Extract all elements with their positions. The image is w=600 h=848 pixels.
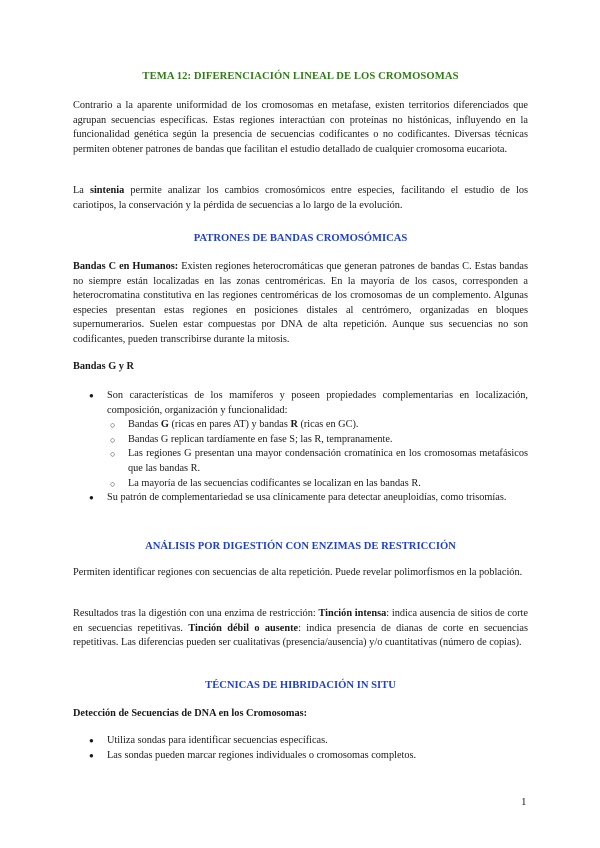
- digestion-paragraph-1: Permiten identificar regiones con secuencias de alta repetición. Puede revelar polimorfismos en la población.: [73, 567, 523, 578]
- text-run: La: [73, 185, 90, 196]
- sub-list-item: ○ La mayoría de las secuencias codificantes se localizan en las bandas R.: [107, 477, 528, 492]
- text-run: : indica presencia de dianas de corte en secuencias repetitivas. Las diferencias pueden ser cualitativas (presencia/ausencia) y/o cuantitativas (número de copias).: [73, 622, 528, 649]
- section-heading-bandas: PATRONES DE BANDAS CROMOSÓMICAS: [193, 233, 408, 244]
- sub-list-item: ○ Bandas G replican tardíamente en fase S; las R, tempranamente.: [107, 433, 528, 448]
- digestion-paragraph-2: [73, 607, 528, 651]
- bandas-c-paragraph: [73, 260, 528, 348]
- bandas-gr-label: Bandas G y R: [73, 361, 134, 372]
- text-run: (ricas en GC).: [297, 419, 359, 431]
- section-heading-digestion: ANÁLISIS POR DIGESTIÓN CON ENZIMAS DE RESTRICCIÓN: [145, 541, 456, 552]
- text-run: : indica ausencia de sitios de corte en secuencias repetitivas.: [73, 608, 528, 634]
- list-item: ● Utiliza sondas para identificar secuencias específicas.: [73, 734, 528, 749]
- text-run: (ricas en pares AT) y bandas: [168, 419, 291, 431]
- section-heading-hibridacion: TÉCNICAS DE HIBRIDACIÓN IN SITU: [205, 680, 396, 691]
- bandas-gr-list: [73, 389, 528, 506]
- bandas-c-label: Bandas C en Humanos:: [73, 261, 179, 272]
- tincion-debil-term: Tinción débil o ausente: [188, 622, 299, 634]
- sub-list: [107, 418, 528, 491]
- text-run: Existen regiones heterocromáticas que generan patrones de bandas C. Estas bandas no siempre están localizadas en las zonas centroméricas. En la mayoría de los casos, corresponden a heterocromatina constitutiva en las regiones centroméricas de los cromosomas de un complemento. Algunas especies presentan estas regiones en posiciones distales al centrómero, organizadas en bloques supernumerarios. Suelen estar compuestas por DNA de alta repetición. Aunque sus secuencias no son codificantes, pueden transcribirse durante la mitosis.: [73, 261, 529, 345]
- page-number: 1: [521, 796, 527, 808]
- band-g-letter: G: [160, 419, 169, 431]
- text-run: Resultados tras la digestión con una enzima de restricción:: [73, 608, 319, 619]
- text-run: Bandas: [128, 419, 161, 431]
- intro-paragraph: Contrario a la aparente uniformidad de los cromosomas en metafase, existen territorios diferenciados que agrupan secuencias específicas. Estas regiones interactúan con proteínas no histónicas, influyendo en la funcionalidad genética según la presencia de secuencias codificantes o no codificantes. Diversas técnicas permiten obtener patrones de bandas que facilitan el estudio detallado de cualquier cromosoma eucariota.: [73, 100, 528, 155]
- list-item: ● Su patrón de complementariedad se usa clínicamente para detectar aneuploidías, como trisomías.: [73, 491, 528, 506]
- hibridacion-subheading: Detección de Secuencias de DNA en los Cromosomas:: [73, 708, 308, 719]
- list-item-text: Son características de los mamíferos y poseen propiedades complementarias en localización, composición, organización y funcionalidad:: [107, 390, 528, 416]
- text-run: permite analizar los cambios cromosómicos entre especies, facilitando el estudio de los cariotipos, la conservación y la pérdida de secuencias a lo largo de la evolución.: [73, 185, 528, 211]
- sintenia-paragraph: [73, 184, 528, 213]
- sintenia-term: sintenia: [89, 185, 125, 196]
- hibridacion-list: [73, 734, 528, 763]
- list-item: [73, 389, 528, 491]
- tincion-intensa-term: Tinción intensa: [318, 608, 387, 619]
- sub-list-item: [107, 418, 528, 433]
- page-title: TEMA 12: DIFERENCIACIÓN LINEAL DE LOS CROMOSOMAS: [142, 71, 459, 82]
- sub-list-item: ○ Las regiones G presentan una mayor condensación cromatínica en los cromosomas metafásicos que las bandas R.: [107, 447, 528, 476]
- band-r-letter: R: [290, 419, 298, 431]
- list-item: ● Las sondas pueden marcar regiones individuales o cromosomas completos.: [73, 749, 528, 764]
